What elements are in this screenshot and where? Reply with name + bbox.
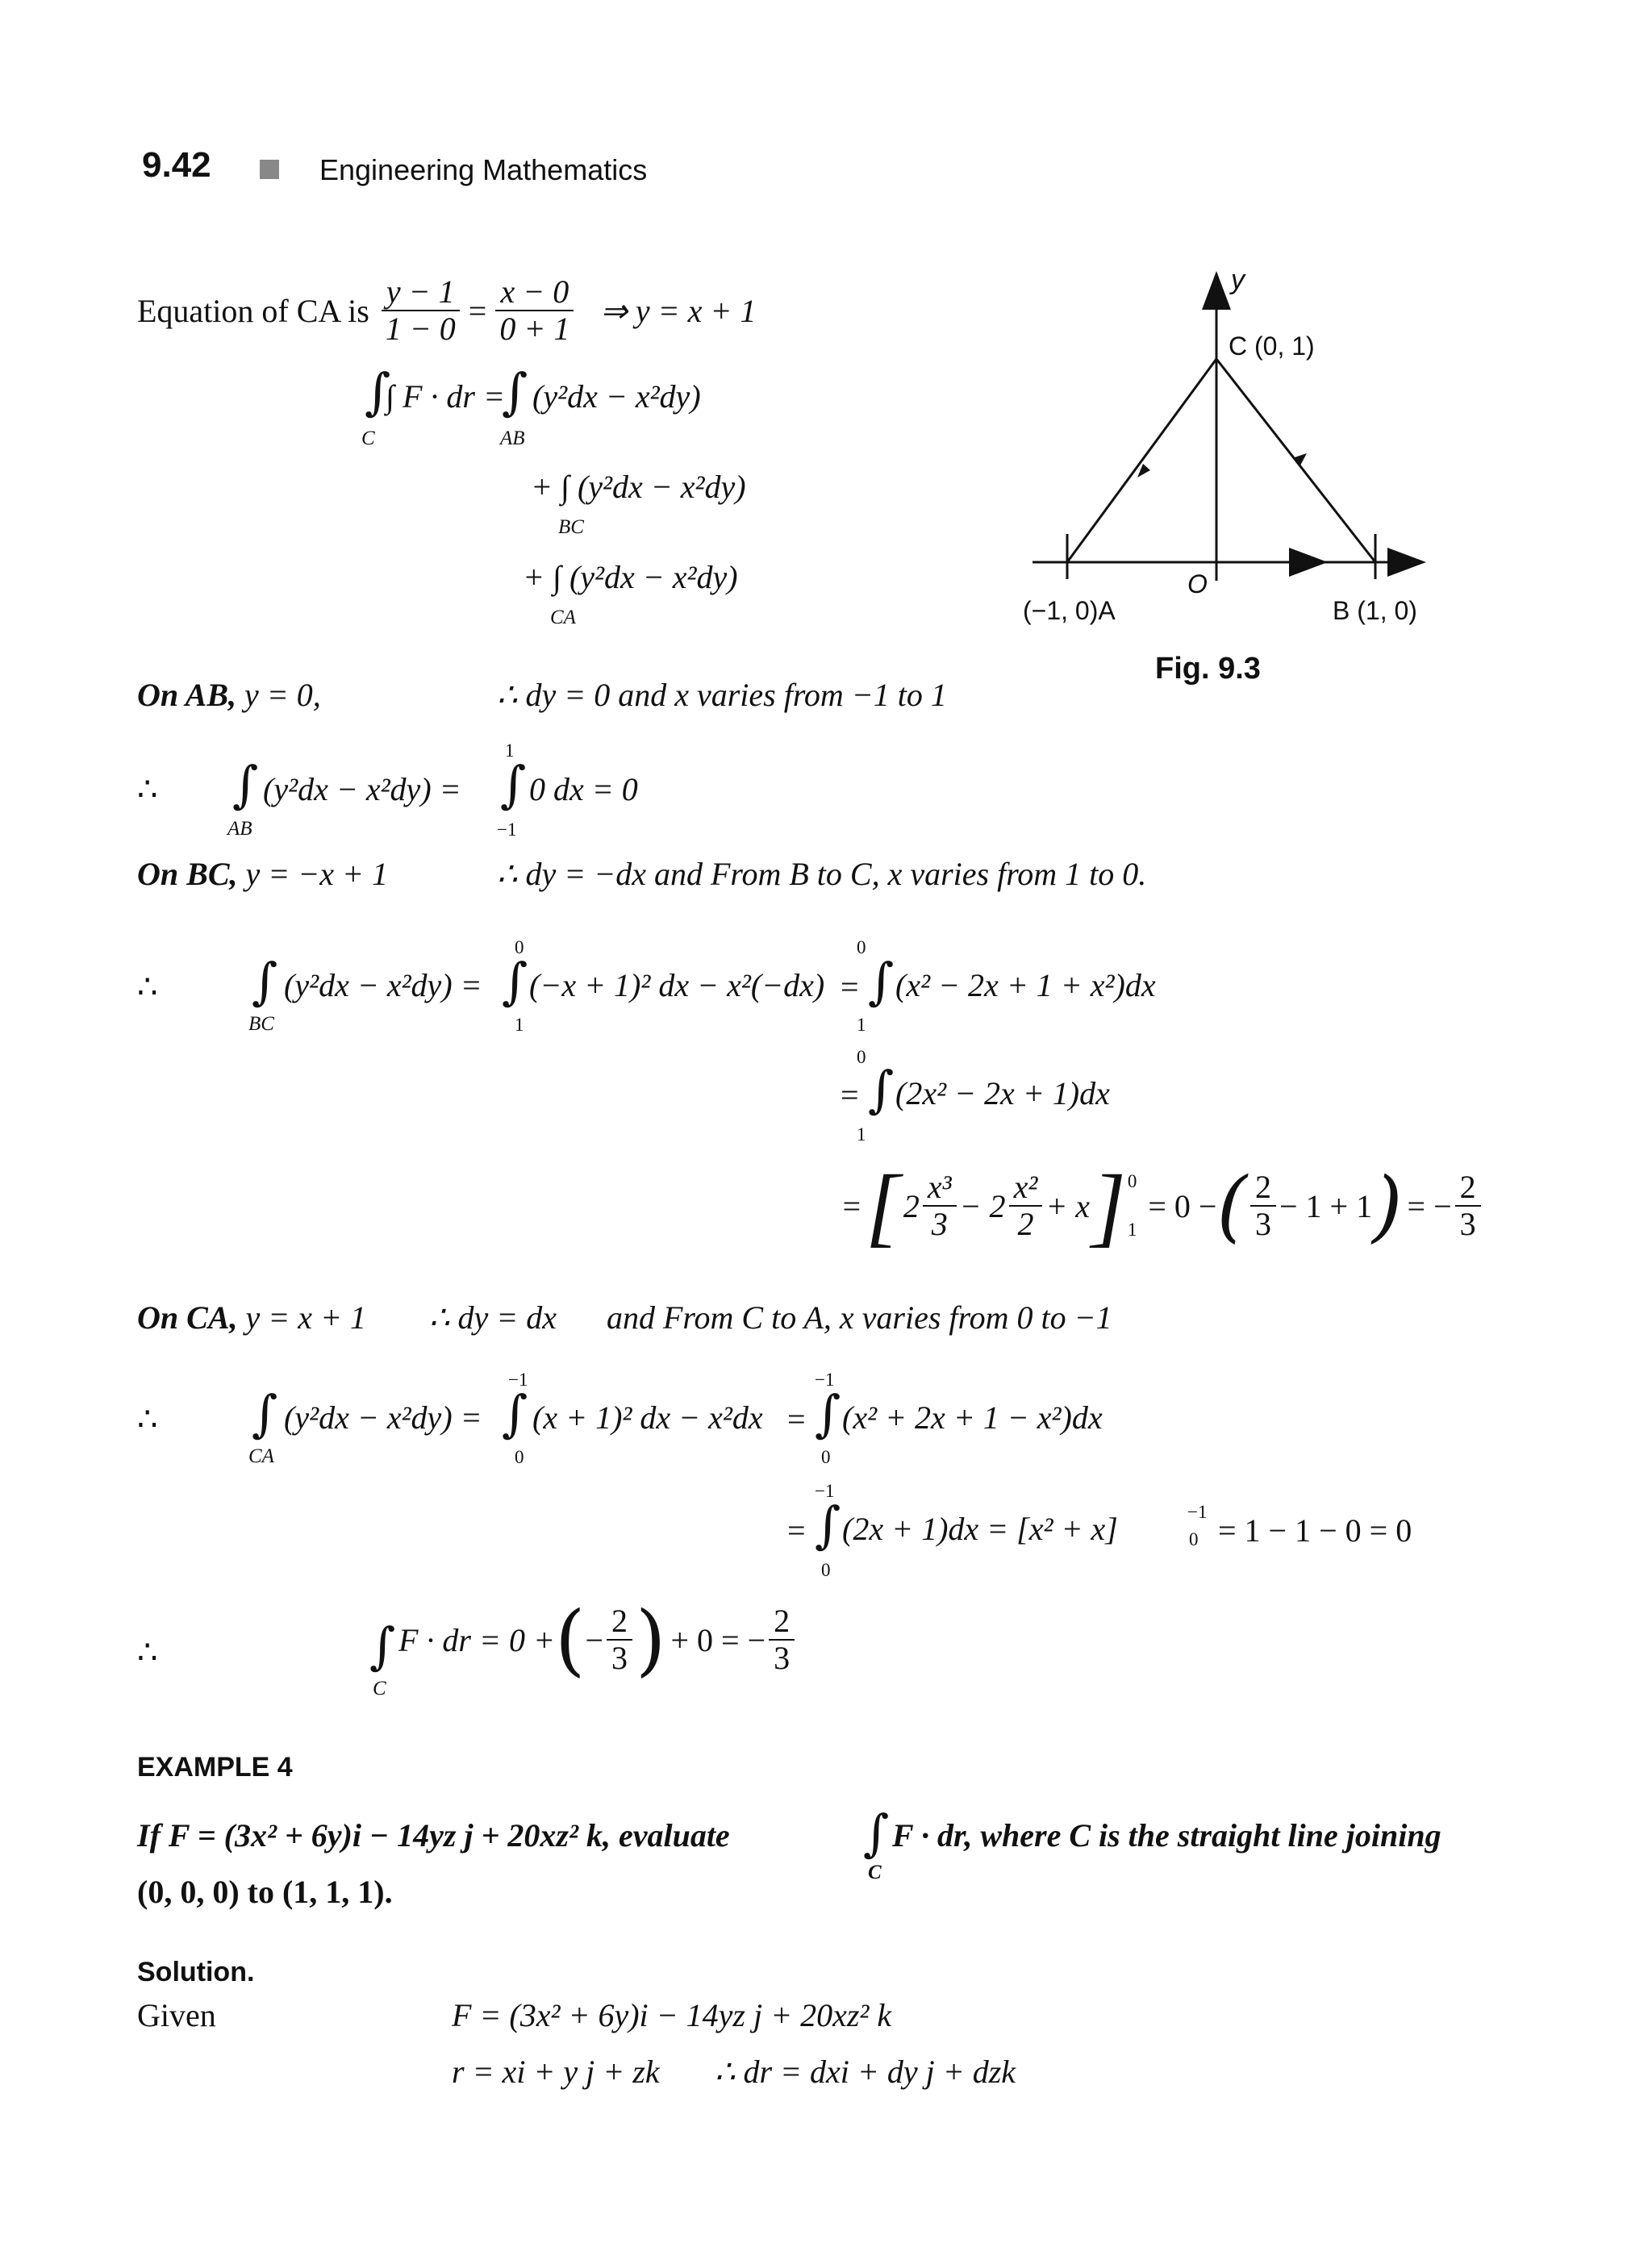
example-line1-a: If F = (3x² + 6y)i − 14yz j + 20xz² k, evaluate bbox=[137, 1817, 730, 1854]
bc-l3-e: − 1 + 1 bbox=[1279, 1187, 1373, 1224]
bc-lower: 1 bbox=[515, 1015, 524, 1035]
point-b-label: B (1, 0) bbox=[1333, 596, 1417, 625]
integral-sign: ∫ bbox=[502, 952, 528, 1011]
split-lim2: BC bbox=[558, 516, 584, 538]
integral-sign: ∫ bbox=[502, 362, 528, 421]
ca-equation-lead: Equation of CA is bbox=[137, 292, 369, 329]
frac2-num: x − 0 bbox=[495, 274, 574, 311]
integral-sign: ∫ bbox=[252, 952, 278, 1011]
bc-l1-rhs: (x² − 2x + 1 + x²)dx bbox=[895, 967, 1156, 1003]
bc-r-lower: 1 bbox=[857, 1015, 866, 1035]
figure-caption: Fig. 9.3 bbox=[1155, 652, 1261, 686]
ab-eq-rhs: 0 dx = 0 bbox=[529, 771, 638, 807]
segment-bc bbox=[1216, 359, 1375, 562]
total-den1: 3 bbox=[611, 1640, 628, 1676]
ca-l2-low: 0 bbox=[1189, 1529, 1199, 1549]
integral-sign: ∫ bbox=[232, 755, 259, 814]
integral-sign: ∫ bbox=[815, 1384, 841, 1443]
eq-sign: = bbox=[841, 1187, 862, 1224]
eq-sign: = bbox=[841, 969, 859, 1005]
ca-equation bbox=[137, 274, 756, 347]
ab-upper: 1 bbox=[505, 740, 515, 761]
on-ab-therefore: ∴ dy = 0 and x varies from −1 to 1 bbox=[497, 677, 947, 713]
ca-l2-upper: −1 bbox=[815, 1481, 835, 1501]
integral-sign: ∫ bbox=[868, 1060, 895, 1119]
split-lim1: AB bbox=[500, 427, 525, 449]
example-line2: (0, 0, 0) to (1, 1, 1). bbox=[137, 1874, 393, 1910]
point-o-label: O bbox=[1187, 569, 1208, 598]
on-ca-from: and From C to A, x varies from 0 to −1 bbox=[607, 1299, 1112, 1336]
on-ca-therefore: ∴ dy = dx bbox=[429, 1299, 557, 1336]
split-lim3: CA bbox=[550, 607, 576, 628]
bc-l3: = [ 2 $\frac{\text{x³}}{3}$ − 2 $\frac{\text{x²}}{2}$ + x ] 0 1 = 0 − ( $\frac{2}{3}$ − 1 + 1 ) = − $\frac{2}{3}$ bbox=[841, 1161, 1484, 1250]
ca-lim-sub: CA bbox=[248, 1445, 274, 1467]
segment-ca bbox=[1067, 359, 1216, 562]
bc-l3-den1: 3 bbox=[931, 1206, 948, 1242]
ca-r-lower: 0 bbox=[821, 1447, 831, 1467]
therefore-symbol: ∴ bbox=[137, 969, 158, 1005]
total-lim-sub: C bbox=[373, 1678, 386, 1699]
therefore-symbol: ∴ bbox=[137, 771, 158, 807]
header-square-icon bbox=[260, 160, 279, 179]
split-term3: + ∫ (y²dx − x²dy) bbox=[523, 559, 738, 595]
total-lhs: F · dr = 0 + bbox=[398, 1621, 555, 1658]
solution-given: Given bbox=[137, 1997, 216, 2033]
bc-l3-up: 0 bbox=[1127, 1171, 1137, 1191]
ca-l2: (2x + 1)dx = [x² + x] bbox=[842, 1511, 1118, 1547]
integral-sign: ∫ bbox=[369, 1616, 396, 1675]
on-ca-heading bbox=[137, 1299, 366, 1337]
split-lhs-limit: C bbox=[361, 427, 375, 449]
solution-heading: Solution. bbox=[137, 1957, 255, 1987]
bc-l3-num3: 2 bbox=[1250, 1170, 1276, 1207]
bc-l3-c: + x bbox=[1045, 1187, 1091, 1224]
bc-l3-d: = 0 − bbox=[1148, 1187, 1217, 1224]
arrow-bc bbox=[1295, 453, 1307, 465]
ca-l2-end: = 1 − 1 − 0 = 0 bbox=[1218, 1512, 1412, 1549]
bc-l3-den2: 2 bbox=[1017, 1206, 1034, 1242]
bc-l2: (2x² − 2x + 1)dx bbox=[895, 1075, 1110, 1111]
frac2-den: 0 + 1 bbox=[499, 311, 570, 347]
page-number: 9.42 bbox=[142, 145, 211, 185]
solution-eq1: F = (3x² + 6y)i − 14yz j + 20xz² k bbox=[452, 1997, 892, 2033]
on-bc-label: On BC, bbox=[137, 856, 238, 892]
total-line: F · dr = 0 + ( − $\frac{2}{3}$ ) + 0 = − $\frac{2}{3}$ bbox=[398, 1601, 798, 1678]
bc-r-upper: 0 bbox=[857, 937, 866, 957]
ca-upper: −1 bbox=[508, 1370, 528, 1390]
eq-sign: = bbox=[468, 292, 487, 329]
eq-sign: = bbox=[841, 1077, 859, 1113]
bc-l3-num4: 2 bbox=[1455, 1170, 1481, 1207]
eq-sign: = bbox=[787, 1512, 806, 1549]
integral-sign: ∫ bbox=[502, 1384, 528, 1443]
bc-l3-low: 1 bbox=[1127, 1220, 1137, 1240]
ab-lower: −1 bbox=[497, 819, 517, 840]
split-lhs: ∫ F · dr = bbox=[386, 378, 505, 415]
bc-l1-mid: (−x + 1)² dx − x²(−dx) bbox=[529, 967, 825, 1003]
ca-l1-lhs: (y²dx − x²dy) = bbox=[284, 1399, 482, 1436]
figure-9-3 bbox=[1000, 258, 1452, 678]
axis-y-label: y bbox=[1231, 265, 1245, 295]
on-bc-therefore: ∴ dy = −dx and From B to C, x varies from 1 to 0. bbox=[497, 856, 1147, 892]
bc-l2-upper: 0 bbox=[857, 1047, 866, 1067]
frac1-num: y − 1 bbox=[382, 274, 460, 311]
integral-sign: ∫ bbox=[500, 755, 527, 814]
bc-lim-sub: BC bbox=[248, 1013, 274, 1035]
integral-sign: ∫ bbox=[863, 1804, 890, 1862]
on-ca-condition: y = x + 1 bbox=[245, 1299, 366, 1336]
total-neg: − bbox=[585, 1621, 603, 1658]
total-rest: + 0 = − bbox=[670, 1621, 766, 1658]
total-den2: 3 bbox=[774, 1640, 791, 1676]
bc-upper: 0 bbox=[515, 937, 524, 957]
therefore-symbol: ∴ bbox=[137, 1401, 158, 1437]
bc-l1-lhs: (y²dx − x²dy) = bbox=[284, 967, 482, 1003]
point-c-label: C (0, 1) bbox=[1229, 332, 1315, 361]
on-ab-label: On AB, bbox=[137, 677, 237, 713]
on-bc-heading bbox=[137, 855, 388, 893]
bc-l3-den3: 3 bbox=[1254, 1206, 1271, 1242]
integral-sign: ∫ bbox=[815, 1495, 841, 1554]
integral-sign: ∫ bbox=[868, 952, 895, 1011]
solution-eq2: r = xi + y j + zk bbox=[452, 2054, 660, 2090]
bc-l3-num2: x² bbox=[1009, 1170, 1043, 1207]
bc-l3-den4: 3 bbox=[1459, 1206, 1476, 1242]
example-line1-limit: C bbox=[868, 1862, 882, 1883]
ca-l1-mid: (x + 1)² dx − x²dx bbox=[532, 1399, 763, 1436]
bc-l3-b: − 2 bbox=[959, 1187, 1006, 1224]
ab-eq-lhs: (y²dx − x²dy) = bbox=[263, 771, 461, 807]
on-ca-label: On CA, bbox=[137, 1299, 238, 1336]
on-bc-condition: y = −x + 1 bbox=[245, 856, 388, 892]
ca-l2-lower: 0 bbox=[821, 1560, 831, 1580]
frac1-den: 1 − 0 bbox=[385, 311, 456, 347]
bc-l2-lower: 1 bbox=[857, 1124, 866, 1145]
example-line1-b: F · dr, where C is the straight line joining bbox=[892, 1817, 1441, 1854]
split-term1: (y²dx − x²dy) bbox=[532, 378, 701, 415]
therefore-symbol: ∴ bbox=[137, 1634, 158, 1670]
example-heading: EXAMPLE 4 bbox=[137, 1752, 293, 1783]
on-ab-heading bbox=[137, 676, 321, 714]
ca-lower: 0 bbox=[515, 1447, 524, 1467]
solution-eq3: ∴ dr = dxi + dy j + dzk bbox=[715, 2054, 1016, 2090]
bc-l3-f: = − bbox=[1407, 1187, 1452, 1224]
eq-sign: = bbox=[787, 1401, 806, 1437]
integral-sign: ∫ bbox=[252, 1384, 278, 1443]
ab-lim-sub: AB bbox=[227, 818, 252, 840]
ca-l1-rhs: (x² + 2x + 1 − x²)dx bbox=[842, 1399, 1103, 1436]
point-a-label: (−1, 0)A bbox=[1023, 596, 1116, 625]
bc-l3-a: 2 bbox=[903, 1187, 920, 1224]
total-num1: 2 bbox=[607, 1603, 632, 1641]
on-ab-condition: y = 0, bbox=[244, 677, 321, 713]
ca-r-upper: −1 bbox=[815, 1370, 835, 1390]
ca-result: ⇒ y = x + 1 bbox=[600, 292, 757, 329]
split-term2: + ∫ (y²dx − x²dy) bbox=[531, 469, 746, 505]
book-title: Engineering Mathematics bbox=[319, 153, 648, 186]
integral-sign: ∫ bbox=[365, 362, 391, 421]
total-num2: 2 bbox=[769, 1603, 795, 1641]
ca-l2-up: −1 bbox=[1187, 1502, 1208, 1522]
bc-l3-num1: x³ bbox=[923, 1170, 957, 1207]
